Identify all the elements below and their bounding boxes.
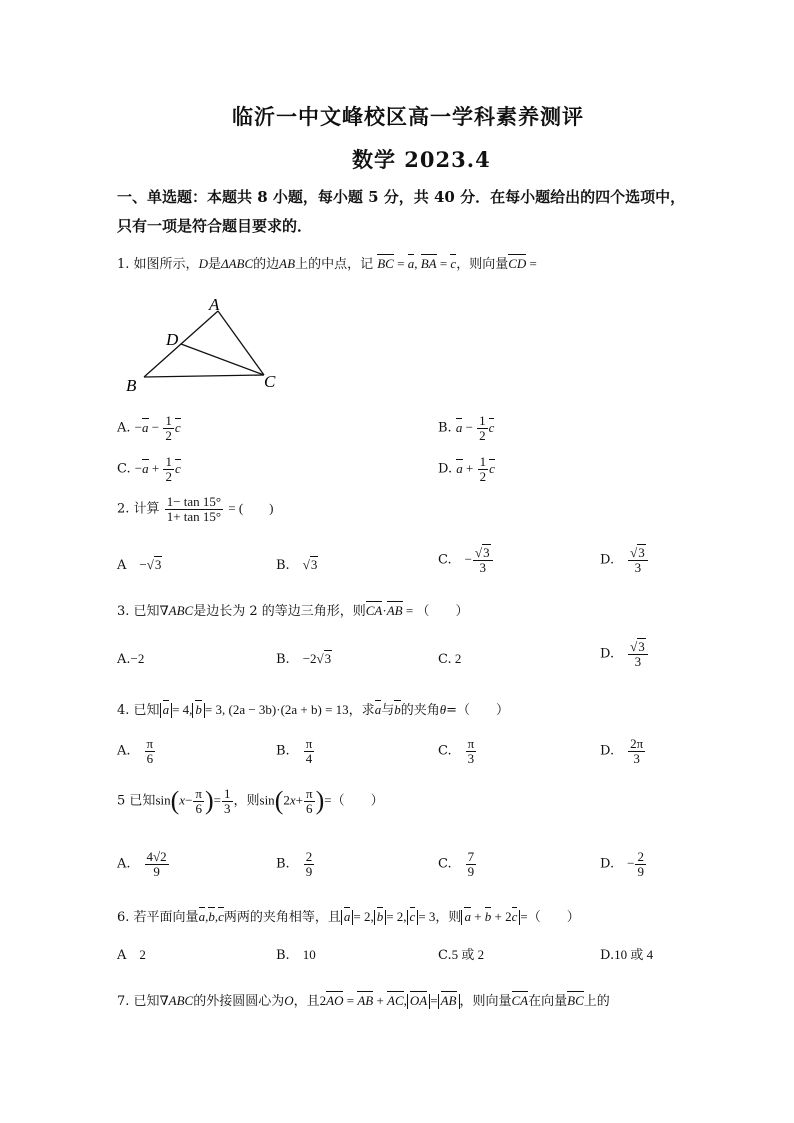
q2-option-b[interactable]: B. √3 — [276, 557, 318, 573]
median-cd — [181, 344, 264, 375]
side-ac — [218, 311, 264, 375]
q4-option-b[interactable]: B. $\frac{\pi}{4}$ — [276, 736, 313, 766]
q6-option-c[interactable]: C.5 或 2 — [438, 947, 485, 963]
q2-option-c[interactable]: C. − $\frac{√3}{3}$ — [438, 546, 494, 574]
label-a: A — [209, 295, 220, 314]
q4-option-c[interactable]: C. $\frac{\pi}{3}$ — [438, 736, 475, 766]
q3-option-d[interactable]: D. $\frac{√3}{3}$ — [600, 640, 649, 668]
q1-option-c[interactable]: C. −a + $\frac{1}{2}$ c — [117, 454, 181, 484]
q4-option-a[interactable]: A. $\frac{\pi}{6}$ — [117, 736, 154, 766]
label-d: D — [166, 330, 179, 349]
q4-option-d[interactable]: D. $\frac{2\pi}{3}$ — [600, 736, 644, 766]
q3-option-b[interactable]: B. −2√3 — [276, 651, 332, 667]
section-heading-line2: 只有一项是符合题目要求的． — [117, 217, 313, 235]
section-heading-line1: 一、单选题：本题共 8 小题，每小题 5 分，共 40 分．在每小题给出的四个选项中， — [117, 188, 686, 206]
q6-option-a[interactable]: A 2 — [117, 947, 146, 963]
label-c: C — [264, 372, 276, 391]
question-3: 3. 已知∇ABC是边长为 2 的等边三角形，则CA·AB = （ ） — [117, 603, 469, 619]
q3-option-a[interactable]: A.−2 — [117, 651, 145, 667]
q6-option-d[interactable]: D.10 或 4 — [600, 947, 654, 963]
question-number: 1. — [117, 257, 130, 272]
question-2: 2. 计算 $\frac{1- \tan 15^\circ}{1+ \tan 15^\circ}$ = ( ) — [117, 494, 274, 524]
q2-option-d[interactable]: D. $\frac{√3}{3}$ — [600, 546, 649, 574]
question-7: 7. 已知∇ABC的外接圆圆心为O，且2AO = AB + AC, OA = AB ，则向量CA在向量BC上的 — [117, 993, 610, 1009]
triangle-figure — [120, 295, 290, 395]
side-bc — [144, 375, 264, 377]
page-title: 临沂一中文峰校区高一学科素养测评 — [232, 104, 584, 129]
q1-option-d[interactable]: D. a + $\frac{1}{2}$ c — [438, 454, 495, 484]
q6-option-b[interactable]: B. 10 — [276, 947, 316, 963]
question-6: 6. 若平面向量a,b,c两两的夹角相等，且 a = 2, b = 2, c = 3，则 a + b + 2c =（ ） — [117, 909, 580, 925]
q5-option-a[interactable]: A. $\frac{4√2}{9}$ — [117, 849, 167, 879]
question-5: 5 已知sin(x− $\frac{\pi}{6}$ )= $\frac{1}{3}$ ，则sin(2x+ $\frac{\pi}{6}$ )=（ ） — [117, 786, 384, 816]
q5-option-c[interactable]: C. $\frac{7}{9}$ — [438, 849, 475, 879]
page-subtitle: 数学 2023.4 — [352, 147, 491, 172]
q3-option-c[interactable]: C. 2 — [438, 651, 462, 667]
q5-option-b[interactable]: B. $\frac{2}{9}$ — [276, 849, 313, 879]
q5-option-d[interactable]: D. − $\frac{2}{9}$ — [600, 849, 644, 879]
q1-option-b[interactable]: B. a − $\frac{1}{2}$ c — [438, 413, 495, 443]
q1-option-a[interactable]: A. −a − $\frac{1}{2}$ c — [117, 413, 181, 443]
label-b: B — [126, 376, 137, 395]
q2-option-a[interactable]: A −√3 — [117, 557, 162, 573]
question-4: 4. 已知 a = 4, b = 3, (2a − 3b)·(2a + b) = 13，求a与b的夹角θ=（ ） — [117, 702, 510, 718]
question-1: 1. 如图所示，D是ΔABC的边AB上的中点，记 BC = a, BA = c，则向量CD = — [117, 256, 537, 272]
